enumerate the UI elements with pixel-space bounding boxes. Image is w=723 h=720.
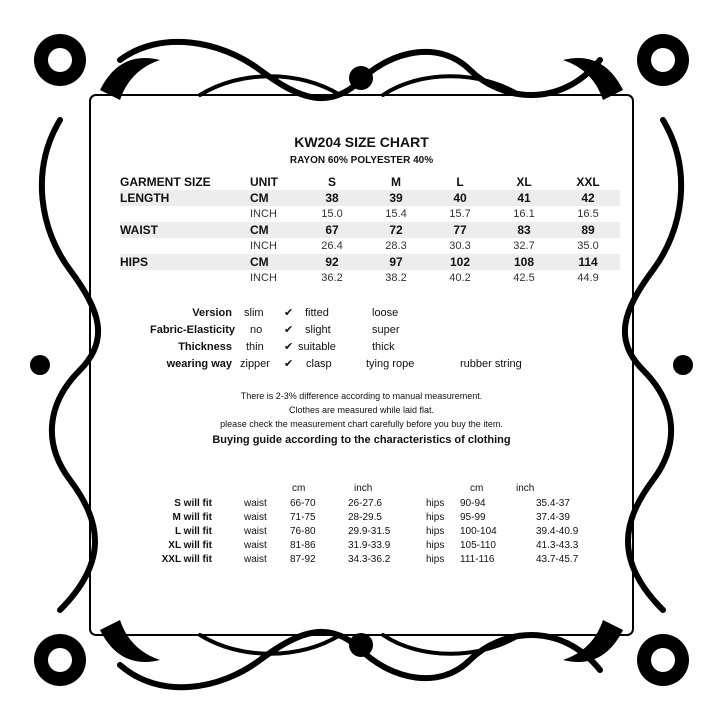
attribute-row-thickness	[150, 339, 570, 356]
table-cell: 38.2	[385, 272, 407, 284]
fit-waist-cm: 87-92	[290, 554, 316, 565]
waist-cm-header: cm	[292, 483, 306, 494]
table-cell: 97	[389, 255, 403, 269]
header-garment-size: GARMENT SIZE	[120, 175, 211, 189]
waist-inch-header: inch	[354, 483, 373, 494]
fit-hips-inch: 39.4-40.9	[536, 526, 579, 537]
option-text: super	[372, 324, 400, 336]
option-text: suitable	[298, 341, 336, 353]
fit-hips-inch: 41.3-43.3	[536, 540, 579, 551]
fit-hips-label: hips	[426, 540, 445, 551]
check-icon: ✔	[284, 358, 294, 370]
header-size-m: M	[391, 175, 401, 189]
table-cell: 108	[513, 255, 535, 269]
option-text: fitted	[305, 307, 329, 319]
table-cell: 44.9	[577, 272, 599, 284]
fit-hips-inch: 35.4-37	[536, 498, 570, 509]
table-cell: 42	[581, 191, 595, 205]
header-size-xl: XL	[516, 175, 532, 189]
header-size-xxl: XXL	[576, 175, 600, 189]
table-cell: 41	[517, 191, 531, 205]
row-unit: INCH	[250, 240, 277, 252]
table-cell: 114	[578, 255, 598, 269]
table-cell: 15.0	[321, 208, 343, 220]
fit-hips-label: hips	[426, 512, 445, 523]
table-cell: 92	[325, 255, 339, 269]
fit-hips-label: hips	[426, 554, 445, 565]
fit-hips-cm: 95-99	[460, 512, 486, 523]
fabric-composition: RAYON 60% POLYESTER 40%	[289, 155, 434, 166]
row-label: HIPS	[120, 255, 149, 269]
option-text: tying rope	[366, 358, 415, 370]
row-label: WAIST	[120, 223, 158, 237]
attribute-row-version	[150, 305, 570, 322]
fit-hips-label: hips	[426, 498, 445, 509]
option-text: no	[250, 324, 263, 336]
table-cell: 26.4	[321, 240, 343, 252]
fit-hips-label: hips	[426, 526, 445, 537]
fit-row-m	[140, 511, 600, 525]
size-table-header	[120, 174, 620, 190]
measurement-note: There is 2-3% difference according to manual measurement.	[240, 391, 483, 401]
table-cell: 42.5	[513, 272, 535, 284]
table-row	[120, 222, 620, 238]
table-cell: 39	[389, 191, 403, 205]
row-unit: INCH	[250, 272, 277, 284]
option-text: rubber string	[460, 358, 522, 370]
table-cell: 67	[325, 223, 339, 237]
fit-label: L will fit	[174, 526, 212, 537]
attribute-label: wearing way	[166, 358, 232, 370]
table-cell: 40	[453, 191, 467, 205]
table-cell: 36.2	[321, 272, 343, 284]
row-label	[120, 206, 250, 222]
measurement-note: Clothes are measured while laid flat.	[288, 405, 435, 415]
hips-cm-header: cm	[470, 483, 484, 494]
fit-waist-cm: 71-75	[290, 512, 316, 523]
buying-guide-title: Buying guide according to the characteristics of clothing	[212, 434, 511, 446]
row-unit: INCH	[250, 208, 277, 220]
header-size-l: L	[456, 175, 464, 189]
table-cell: 15.4	[385, 208, 407, 220]
option-text: thick	[372, 341, 395, 353]
table-cell: 16.1	[513, 208, 535, 220]
option-text: slight	[305, 324, 331, 336]
fit-waist-label: waist	[244, 526, 267, 537]
check-icon: ✔	[284, 307, 294, 319]
fit-row-l	[140, 525, 600, 539]
table-row	[120, 270, 620, 286]
option-text: clasp	[306, 358, 332, 370]
row-label	[120, 270, 250, 286]
fit-waist-inch: 26-27.6	[348, 498, 382, 509]
attribute-row-wearing-way	[150, 356, 570, 373]
fit-hips-inch: 43.7-45.7	[536, 554, 579, 565]
table-cell: 102	[449, 255, 471, 269]
fit-hips-cm: 90-94	[460, 498, 486, 509]
row-unit: CM	[250, 223, 269, 237]
fit-hips-cm: 111-116	[460, 554, 495, 565]
table-cell: 72	[389, 223, 403, 237]
fit-waist-label: waist	[244, 512, 267, 523]
fit-row-s	[140, 497, 600, 511]
row-unit: CM	[250, 255, 269, 269]
size-table	[120, 174, 620, 286]
fit-label: XXL will fit	[161, 554, 212, 565]
fit-waist-label: waist	[244, 554, 267, 565]
option-text: loose	[372, 307, 399, 319]
fit-hips-inch: 37.4-39	[536, 512, 570, 523]
table-row	[120, 238, 620, 254]
attribute-row-fabric-elasticity	[150, 322, 570, 339]
fit-label: M will fit	[172, 512, 212, 523]
table-row	[120, 206, 620, 222]
fit-hips-cm: 105-110	[460, 540, 496, 551]
fit-row-xxl	[140, 553, 600, 567]
option-text: slim	[244, 307, 264, 319]
attribute-label: Thickness	[178, 341, 232, 353]
row-label	[120, 238, 250, 254]
table-cell: 28.3	[385, 240, 407, 252]
table-cell: 32.7	[513, 240, 535, 252]
hips-inch-header: inch	[516, 483, 535, 494]
fit-label: S will fit	[174, 498, 212, 509]
table-cell: 30.3	[449, 240, 471, 252]
table-cell: 35.0	[577, 240, 599, 252]
fit-waist-cm: 76-80	[290, 526, 316, 537]
table-cell: 38	[325, 191, 339, 205]
table-cell: 40.2	[449, 272, 471, 284]
check-icon: ✔	[284, 324, 294, 336]
measurement-note: please check the measurement chart carefully before you buy the item.	[220, 419, 503, 429]
fit-waist-inch: 29.9-31.5	[348, 526, 391, 537]
table-cell: 77	[453, 223, 467, 237]
table-cell: 15.7	[449, 208, 471, 220]
table-row	[120, 254, 620, 270]
row-label: LENGTH	[120, 191, 170, 205]
table-cell: 83	[517, 223, 531, 237]
table-row	[120, 190, 620, 206]
fit-waist-inch: 34.3-36.2	[348, 554, 391, 565]
header-unit: UNIT	[250, 175, 278, 189]
attribute-label: Fabric-Elasticity	[150, 324, 235, 336]
option-text: thin	[246, 341, 264, 353]
fit-waist-label: waist	[244, 498, 267, 509]
fit-waist-cm: 66-70	[290, 498, 316, 509]
option-text: zipper	[240, 358, 270, 370]
fit-waist-label: waist	[244, 540, 267, 551]
header-size-s: S	[327, 175, 336, 189]
table-cell: 16.5	[577, 208, 599, 220]
fit-label: XL will fit	[168, 540, 212, 551]
chart-title: KW204 SIZE CHART	[294, 134, 429, 150]
fit-waist-inch: 28-29.5	[348, 512, 382, 523]
table-cell: 89	[581, 223, 595, 237]
fit-row-xl	[140, 539, 600, 553]
check-icon: ✔	[284, 341, 294, 353]
fit-waist-inch: 31.9-33.9	[348, 540, 391, 551]
fit-waist-cm: 81-86	[290, 540, 316, 551]
attribute-label: Version	[192, 307, 232, 319]
row-unit: CM	[250, 191, 269, 205]
fit-hips-cm: 100-104	[460, 526, 497, 537]
